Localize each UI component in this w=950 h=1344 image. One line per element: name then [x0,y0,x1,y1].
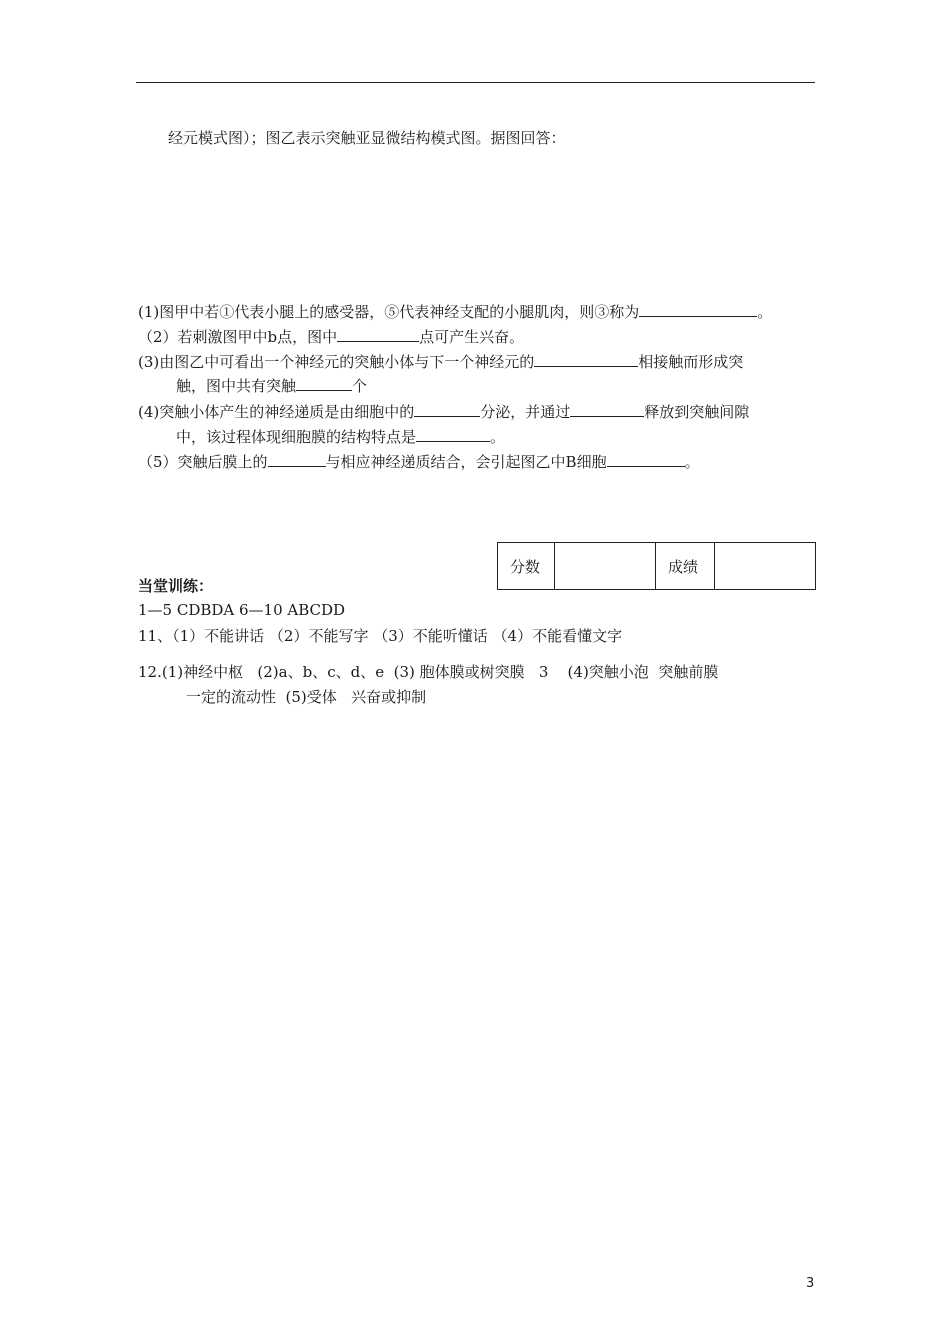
q4-text: (4)突触小体产生的神经递质是由细胞中的 [138,403,415,421]
grade-label: 成绩 [656,543,715,590]
q1-blank[interactable] [639,302,757,317]
q2-text: （2）若刺激图甲中b点，图中 [138,328,338,346]
answer-12-line-1: 12.(1)神经中枢 (2)a、b、c、d、e (3) 胞体膜或树突膜 3 (4)突触小泡 突触前膜 [138,663,719,681]
score-label: 分数 [498,543,555,590]
question-5 [138,452,700,472]
answer-11: 11、（1）不能讲话 （2）不能写字 （3）不能听懂话 （4）不能看懂文字 [138,627,623,645]
page-number: 3 [806,1276,815,1291]
question-2 [138,327,524,347]
q3-blank-1[interactable] [534,352,638,367]
q5-blank-2[interactable] [607,452,685,467]
q2-after: 点可产生兴奋。 [419,328,525,346]
q3-cont: 触，图中共有突触 [176,377,297,395]
q4-blank-2[interactable] [570,402,644,417]
q4-end: 。 [490,428,506,446]
q5-end: 。 [684,453,700,471]
q3-cont-after: 个 [352,377,368,395]
q2-blank[interactable] [337,327,419,342]
practice-heading: 当堂训练： [138,577,214,595]
q4-cont: 中，该过程体现细胞膜的结构特点是 [176,428,417,446]
q1-end: 。 [757,303,773,321]
question-1 [138,302,772,322]
q3-after: 相接触而形成突 [638,353,744,371]
q3-text: (3)由图乙中可看出一个神经元的突触小体与下一个神经元的 [138,353,535,371]
header-rule [136,82,815,83]
q5-blank-1[interactable] [268,452,326,467]
score-table [497,542,816,590]
q5-text: （5）突触后膜上的 [138,453,268,471]
q4-after: 释放到突触间隙 [644,403,750,421]
q3-blank-2[interactable] [296,376,352,391]
q5-mid: 与相应神经递质结合，会引起图乙中B细胞 [325,453,607,471]
question-3-cont [176,376,367,396]
question-4 [138,402,749,422]
answers-1-10: 1—5 CDBDA 6—10 ABCDD [138,601,346,619]
question-3 [138,352,743,372]
grade-value-cell[interactable] [715,543,816,590]
question-4-cont [176,427,505,447]
score-value-cell[interactable] [555,543,656,590]
intro-line: 经元模式图）；图乙表示突触亚显微结构模式图。据图回答： [168,129,566,147]
q4-blank-3[interactable] [416,427,490,442]
q4-mid: 分泌，并通过 [480,403,571,421]
q1-text: (1)图甲中若①代表小腿上的感受器，⑤代表神经支配的小腿肌肉，则③称为 [138,303,640,321]
q4-blank-1[interactable] [414,402,480,417]
answer-12-line-2: 一定的流动性 (5)受体 兴奋或抑制 [186,688,427,706]
